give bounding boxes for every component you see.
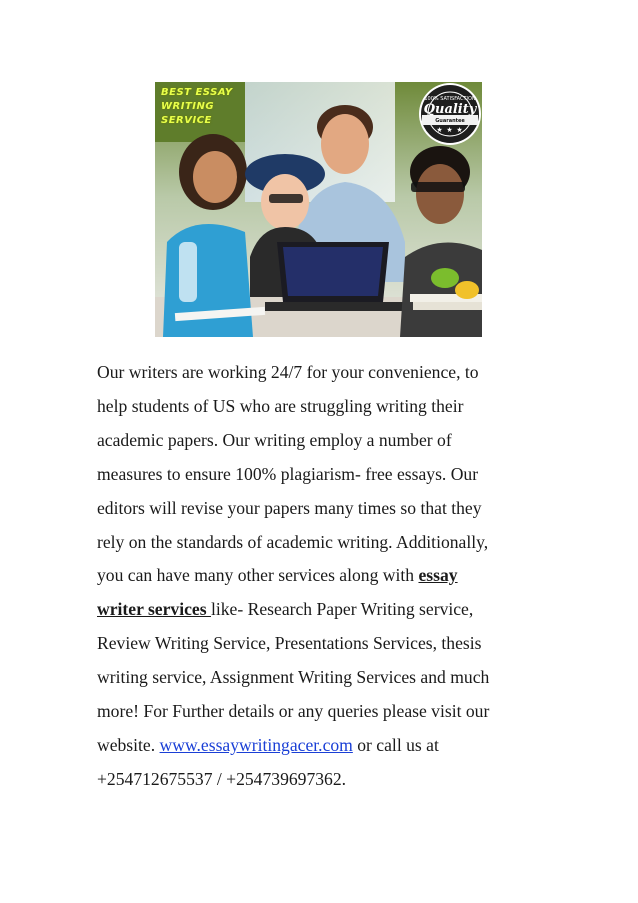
paragraph-line: rely on the standards of academic writing. Additionally, [97,531,489,552]
paragraph-line: Our writers are working 24/7 for your convenience, to [97,362,479,382]
paragraph-line: Review Writing Service, Presentations Services, thesis [97,633,482,654]
badge-stars-icon: ★ ★ ★ [436,126,464,134]
essay-writer-services-link-part1[interactable]: essay [418,565,458,586]
hero-photo [155,82,482,337]
image-caption-line: SERVICE [161,115,212,126]
paragraph-line: editors will revise your papers many times so that they [97,497,482,518]
essay-writer-services-link-part2[interactable]: writer services [97,599,211,620]
image-caption-line: BEST ESSAY [161,87,233,98]
paragraph-text: you can have many other services along with [97,565,419,586]
quality-guarantee-badge [418,82,482,146]
phone-numbers: +254712675537 / +254739697362. [97,768,347,789]
paragraph-text: or call us at [352,734,439,755]
paragraph-line [97,559,537,593]
badge-arc-text: 100% SATISFACTION [424,96,476,102]
paragraph-line [97,729,537,763]
paragraph-text: like- Research Paper Writing service, [210,599,474,620]
badge-title: Quality [423,102,477,117]
paragraph-line: writing service, Assignment Writing Services and much [97,667,490,688]
website-link[interactable]: www.essaywritingacer.com [159,734,353,755]
body-paragraph [97,356,537,797]
badge-ribbon-text: Guarantee [435,118,465,124]
paragraph-line: help students of US who are struggling writing their [97,395,464,416]
paragraph-line [97,593,537,627]
paragraph-line: more! For Further details or any queries please visit our [97,701,490,722]
image-caption [161,86,251,128]
paragraph-line: measures to ensure 100% plagiarism- free essays. Our [97,463,479,484]
paragraph-line: academic papers. Our writing employ a number of [97,429,452,450]
paragraph-text: website. [97,734,160,755]
image-caption-line: WRITING [161,101,215,112]
